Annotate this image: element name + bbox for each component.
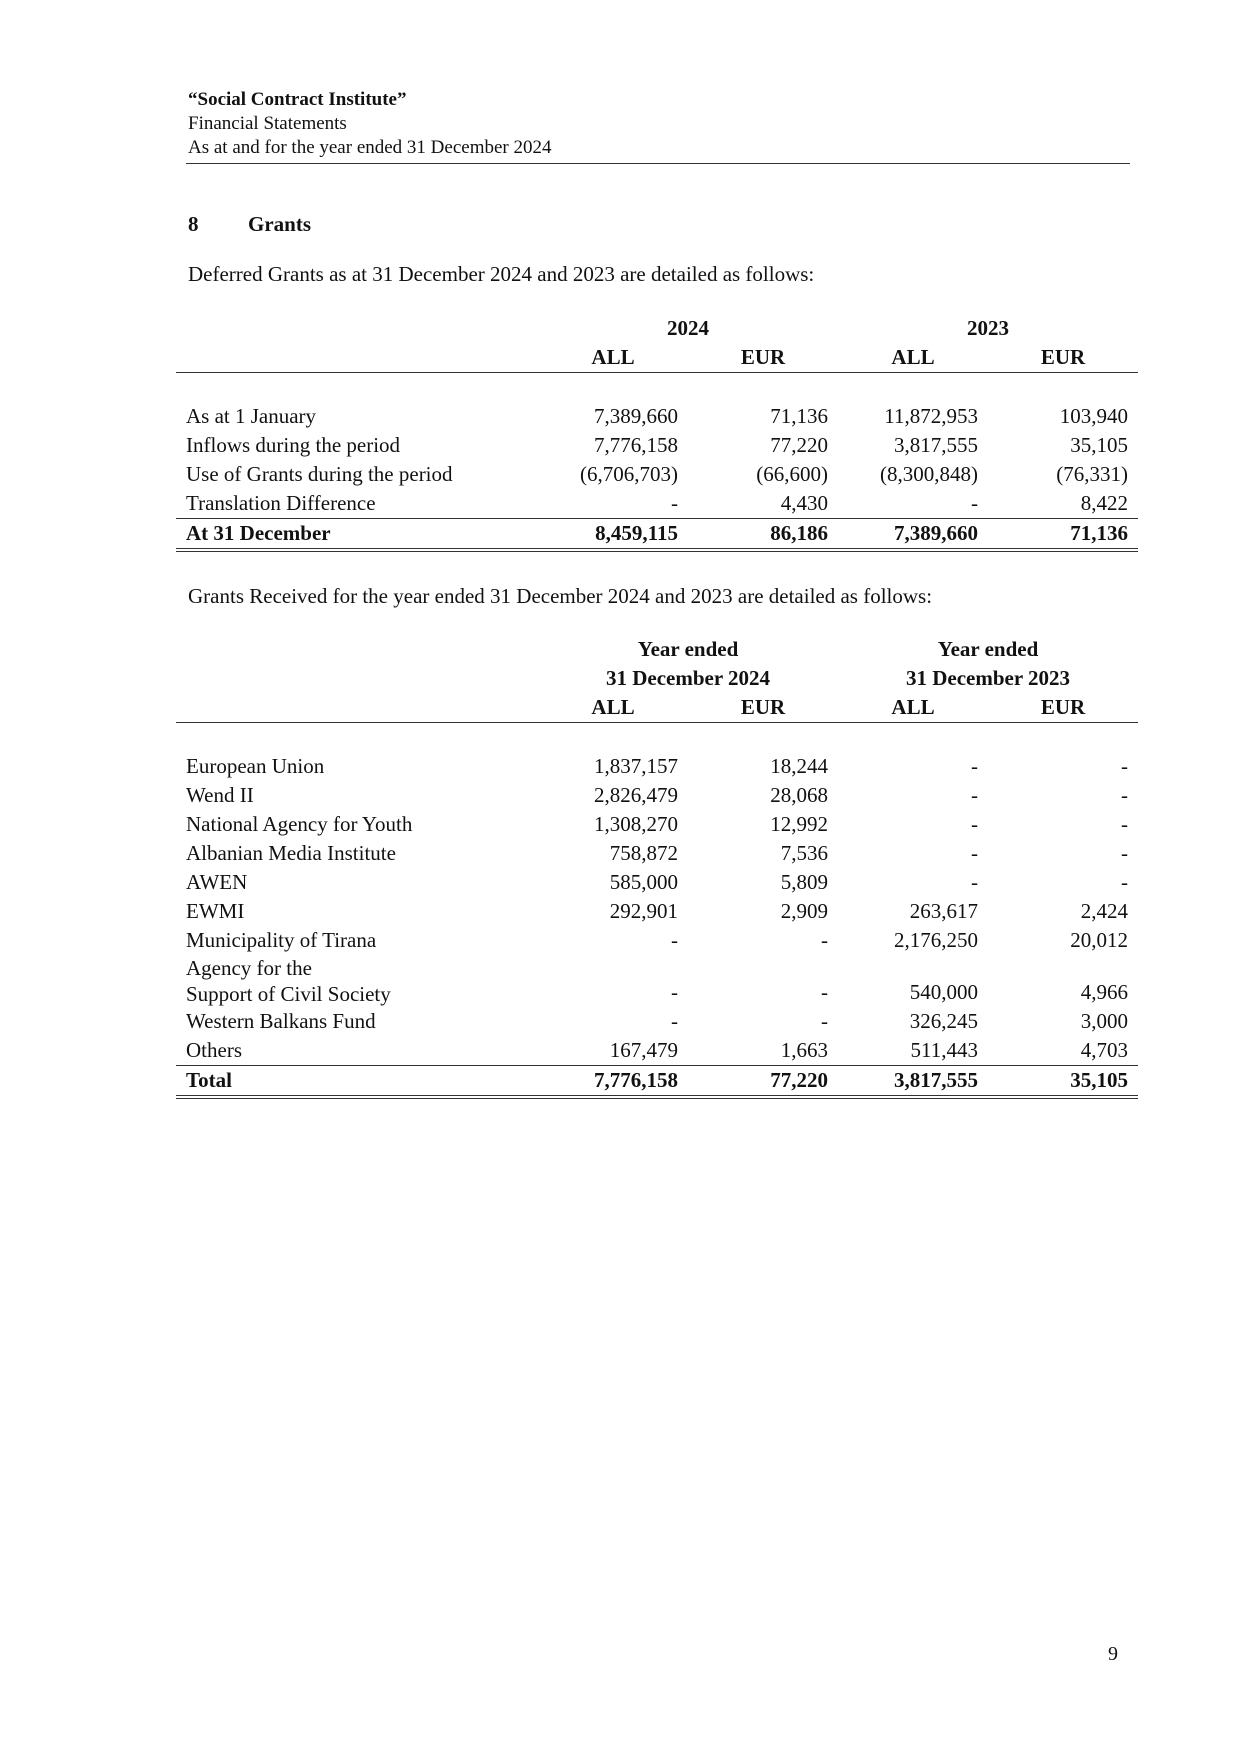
table-row <box>176 781 1138 810</box>
cell-value: (76,331) <box>1056 462 1128 486</box>
total-value: 3,817,555 <box>838 1066 988 1098</box>
table-row <box>176 489 1138 519</box>
table-row <box>176 810 1138 839</box>
row-label: Inflows during the period <box>186 433 401 457</box>
row-label: Albanian Media Institute <box>186 841 396 865</box>
cell-value: 1,308,270 <box>594 812 678 836</box>
cell-value: 11,872,953 <box>884 404 978 428</box>
row-label: EWMI <box>186 899 245 923</box>
section-number: 8 <box>188 212 199 236</box>
row-label: Wend II <box>186 783 254 807</box>
cell-value: 7,776,158 <box>594 433 678 457</box>
cell-value: 167,479 <box>609 1038 678 1062</box>
cell-value: - <box>671 491 678 515</box>
total-value: 7,776,158 <box>538 1066 688 1098</box>
reporting-period: As at and for the year ended 31 December 2024 <box>188 137 552 158</box>
cell-value: - <box>1121 783 1128 807</box>
cell-value: 3,817,555 <box>894 433 978 457</box>
cell-value: 1,837,157 <box>594 754 678 778</box>
deferred-grants-intro: Deferred Grants as at 31 December 2024 and 2023 are detailed as follows: <box>188 262 815 286</box>
cell-value: (66,600) <box>756 462 828 486</box>
cell-value: 4,966 <box>1080 980 1128 1004</box>
cell-value: (8,300,848) <box>880 462 978 486</box>
period-header-row <box>176 664 1138 693</box>
cell-value: 8,422 <box>1080 491 1128 515</box>
cell-value: - <box>971 812 978 836</box>
document-type: Financial Statements <box>188 113 347 134</box>
period-2024-header-line2: 31 December 2024 <box>605 666 771 690</box>
row-label: As at 1 January <box>186 404 317 428</box>
cell-value: 540,000 <box>909 980 978 1004</box>
total-label: Total <box>176 1066 538 1098</box>
cell-value: 7,389,660 <box>594 404 678 428</box>
total-value: 86,186 <box>688 519 838 551</box>
cell-value: 2,176,250 <box>894 928 978 952</box>
row-label: European Union <box>186 754 325 778</box>
row-label: Translation Difference <box>186 491 376 515</box>
cell-value: 28,068 <box>770 783 828 807</box>
cell-value: - <box>971 841 978 865</box>
period-2023-header-line2: 31 December 2023 <box>905 666 1071 690</box>
total-label: At 31 December <box>176 519 538 551</box>
cell-value: 2,424 <box>1080 899 1128 923</box>
total-value: 77,220 <box>688 1066 838 1098</box>
table-row <box>176 955 1138 1007</box>
cell-value: 7,536 <box>780 841 828 865</box>
period-2023-header-line1: Year ended <box>937 637 1039 661</box>
row-label <box>176 955 538 1007</box>
document-header <box>188 88 1128 160</box>
grants-received-intro: Grants Received for the year ended 31 December 2024 and 2023 are detailed as follows: <box>188 584 933 608</box>
section-title: Grants <box>248 212 311 236</box>
table-row <box>176 402 1138 431</box>
table-row <box>176 431 1138 460</box>
cell-value: - <box>971 870 978 894</box>
total-row <box>176 1066 1138 1098</box>
row-label: AWEN <box>186 870 248 894</box>
table-row <box>176 839 1138 868</box>
header-divider <box>186 163 1130 164</box>
table-row <box>176 460 1138 489</box>
cell-value: - <box>1121 812 1128 836</box>
currency-header: EUR <box>988 343 1138 373</box>
cell-value: - <box>821 928 828 952</box>
table-row <box>176 1007 1138 1036</box>
cell-value: 263,617 <box>909 899 978 923</box>
year-2023-header: 2023 <box>967 316 1009 340</box>
row-label: Western Balkans Fund <box>186 1009 376 1033</box>
cell-value: 326,245 <box>909 1009 978 1033</box>
year-header-row <box>176 314 1138 343</box>
cell-value: - <box>821 980 828 1004</box>
row-label: Municipality of Tirana <box>186 928 377 952</box>
currency-header: EUR <box>688 343 838 373</box>
cell-value: 292,901 <box>609 899 678 923</box>
cell-value: - <box>671 980 678 1004</box>
row-label: Others <box>186 1038 242 1062</box>
currency-header: EUR <box>688 693 838 723</box>
cell-value: 5,809 <box>780 870 828 894</box>
table-row <box>176 752 1138 781</box>
cell-value: - <box>821 1009 828 1033</box>
table-row <box>176 926 1138 955</box>
table-row <box>176 897 1138 926</box>
cell-value: 511,443 <box>910 1038 978 1062</box>
year-2024-header: 2024 <box>667 316 709 340</box>
cell-value: - <box>1121 870 1128 894</box>
period-header-row <box>176 635 1138 664</box>
total-row <box>176 519 1138 551</box>
currency-header-row <box>176 693 1138 723</box>
currency-header: ALL <box>838 343 988 373</box>
cell-value: 77,220 <box>770 433 828 457</box>
total-value: 7,389,660 <box>838 519 988 551</box>
cell-value: 4,703 <box>1080 1038 1128 1062</box>
cell-value: 12,992 <box>770 812 828 836</box>
total-value: 8,459,115 <box>538 519 688 551</box>
cell-value: 2,826,479 <box>594 783 678 807</box>
row-label-line1: Agency for the <box>186 956 312 980</box>
cell-value: 758,872 <box>609 841 678 865</box>
row-label: National Agency for Youth <box>186 812 413 836</box>
currency-header: EUR <box>988 693 1138 723</box>
cell-value: 2,909 <box>780 899 828 923</box>
cell-value: 4,430 <box>780 491 828 515</box>
cell-value: - <box>971 754 978 778</box>
cell-value: - <box>1121 754 1128 778</box>
currency-header: ALL <box>538 693 688 723</box>
total-value: 71,136 <box>988 519 1138 551</box>
cell-value: - <box>671 928 678 952</box>
table-row <box>176 1036 1138 1066</box>
cell-value: 18,244 <box>770 754 828 778</box>
currency-header-row <box>176 343 1138 373</box>
cell-value: 20,012 <box>1070 928 1128 952</box>
cell-value: 585,000 <box>609 870 678 894</box>
cell-value: 35,105 <box>1070 433 1128 457</box>
cell-value: 71,136 <box>770 404 828 428</box>
cell-value: 1,663 <box>780 1038 828 1062</box>
page-number: 9 <box>1108 1643 1118 1665</box>
currency-header: ALL <box>538 343 688 373</box>
cell-value: - <box>671 1009 678 1033</box>
deferred-grants-table <box>176 314 1138 552</box>
grants-received-table <box>176 635 1138 1099</box>
period-2024-header-line1: Year ended <box>637 637 739 661</box>
row-label: Use of Grants during the period <box>186 462 453 486</box>
organization-name: “Social Contract Institute” <box>188 89 407 110</box>
cell-value: - <box>971 491 978 515</box>
cell-value: (6,706,703) <box>580 462 678 486</box>
cell-value: - <box>971 783 978 807</box>
total-value: 35,105 <box>988 1066 1138 1098</box>
section-heading <box>188 212 311 237</box>
currency-header: ALL <box>838 693 988 723</box>
cell-value: 103,940 <box>1059 404 1128 428</box>
cell-value: 3,000 <box>1080 1009 1128 1033</box>
table-row <box>176 868 1138 897</box>
cell-value: - <box>1121 841 1128 865</box>
row-label-line2: Support of Civil Society <box>186 982 391 1006</box>
